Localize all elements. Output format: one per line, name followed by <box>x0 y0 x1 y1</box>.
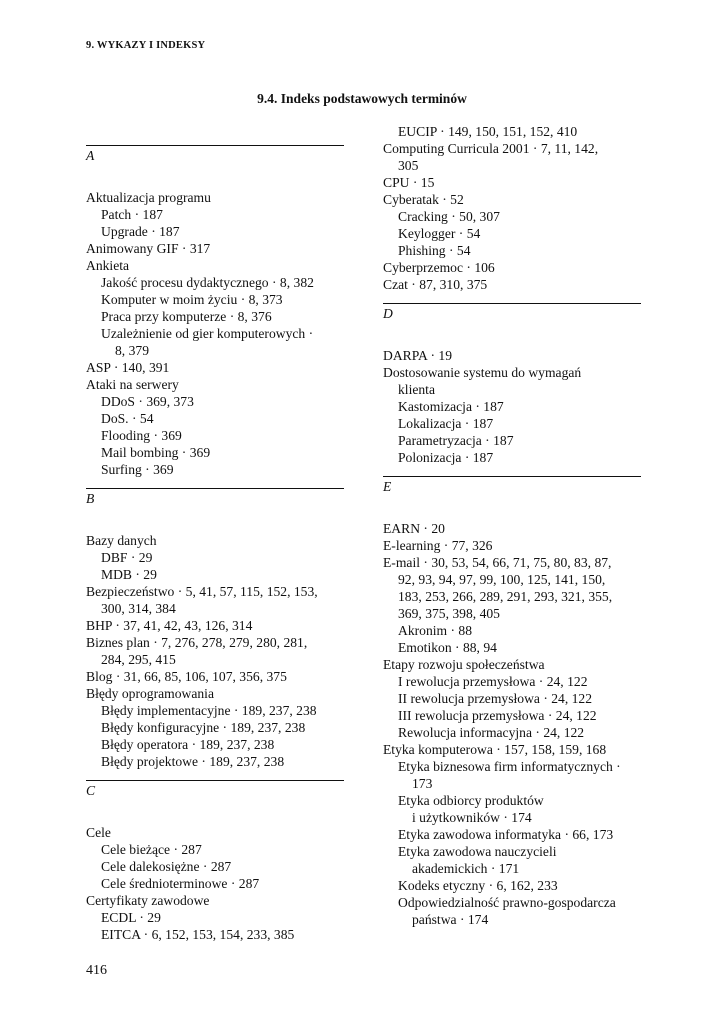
index-entry: Dostosowanie systemu do wymagań <box>383 365 582 380</box>
index-subentry: Parametryzacja · 187 <box>398 433 514 448</box>
index-subentry: Flooding · 369 <box>101 428 182 443</box>
index-entry: Cyberatak · 52 <box>383 192 464 207</box>
index-entry: CPU · 15 <box>383 175 435 190</box>
index-subentry: Emotikon · 88, 94 <box>398 640 497 655</box>
index-subentry: Błędy implementacyjne · 189, 237, 238 <box>101 703 317 718</box>
index-subentry: Kastomizacja · 187 <box>398 399 504 414</box>
index-subentry: Etyka biznesowa firm informatycznych · <box>398 759 621 774</box>
index-subentry: 173 <box>412 776 433 791</box>
running-header: 9. WYKAZY I INDEKSY <box>86 40 206 51</box>
index-subentry: 92, 93, 94, 97, 99, 100, 125, 141, 150, <box>398 572 606 587</box>
index-subentry: akademickich · 171 <box>412 861 520 876</box>
section-title: 9.4. Indeks podstawowych terminów <box>257 91 467 106</box>
index-entry: Computing Curricula 2001 · 7, 11, 142, <box>383 141 599 156</box>
index-subentry: Cracking · 50, 307 <box>398 209 500 224</box>
index-subentry: Odpowiedzialność prawno-gospodarcza <box>398 895 616 910</box>
index-subentry: EITCA · 6, 152, 153, 154, 233, 385 <box>101 927 295 942</box>
index-subentry: 183, 253, 266, 289, 291, 293, 321, 355, <box>398 589 613 604</box>
section-letter: A <box>86 148 95 163</box>
index-entry: Cele <box>86 825 111 840</box>
index-entry: BHP · 37, 41, 42, 43, 126, 314 <box>86 618 253 633</box>
index-subentry: ECDL · 29 <box>101 910 161 925</box>
index-entry: Cyberprzemoc · 106 <box>383 260 495 275</box>
index-subentry: i użytkowników · 174 <box>412 810 532 825</box>
section-letter: B <box>86 491 95 506</box>
index-subentry: Keylogger · 54 <box>398 226 481 241</box>
index-entry: DARPA · 19 <box>383 348 452 363</box>
section-divider <box>86 488 344 489</box>
index-entry: ASP · 140, 391 <box>86 360 170 375</box>
index-subentry: Etyka zawodowa nauczycieli <box>398 844 557 859</box>
index-subentry: Mail bombing · 369 <box>101 445 211 460</box>
index-subentry: państwa · 174 <box>412 912 489 927</box>
index-subentry: DBF · 29 <box>101 550 153 565</box>
index-subentry: DoS. · 54 <box>101 411 154 426</box>
index-entry: EARN · 20 <box>383 521 445 536</box>
index-entry: Etapy rozwoju społeczeństwa <box>383 657 545 672</box>
index-subentry: Etyka odbiorcy produktów <box>398 793 544 808</box>
section-divider <box>86 780 344 781</box>
index-entry: Bazy danych <box>86 533 157 548</box>
index-subentry: Akronim · 88 <box>398 623 473 638</box>
index-subentry: Cele średnioterminowe · 287 <box>101 876 260 891</box>
index-subentry: 8, 379 <box>115 343 149 358</box>
index-entry: Błędy oprogramowania <box>86 686 214 701</box>
index-subentry: Phishing · 54 <box>398 243 471 258</box>
index-subentry: Błędy konfiguracyjne · 189, 237, 238 <box>101 720 306 735</box>
index-entry: Animowany GIF · 317 <box>86 241 211 256</box>
index-entry: Bezpieczeństwo · 5, 41, 57, 115, 152, 153, <box>86 584 318 599</box>
index-subentry: Lokalizacja · 187 <box>398 416 494 431</box>
index-subentry: 369, 375, 398, 405 <box>398 606 500 621</box>
index-subentry: Komputer w moim życiu · 8, 373 <box>101 292 283 307</box>
index-entry: Etyka komputerowa · 157, 158, 159, 168 <box>383 742 607 757</box>
index-entry: Certyfikaty zawodowe <box>86 893 210 908</box>
page-number: 416 <box>86 963 107 978</box>
index-subentry: Polonizacja · 187 <box>398 450 494 465</box>
section-letter: E <box>383 479 392 494</box>
index-subentry: 300, 314, 384 <box>101 601 176 616</box>
index-subentry: Upgrade · 187 <box>101 224 180 239</box>
index-subentry: Jakość procesu dydaktycznego · 8, 382 <box>101 275 314 290</box>
index-subentry: Uzależnienie od gier komputerowych · <box>101 326 314 341</box>
section-divider <box>86 145 344 146</box>
index-entry: Biznes plan · 7, 276, 278, 279, 280, 281, <box>86 635 308 650</box>
index-entry: E-mail · 30, 53, 54, 66, 71, 75, 80, 83, 87, <box>383 555 612 570</box>
index-subentry: Cele bieżące · 287 <box>101 842 202 857</box>
index-entry: Ankieta <box>86 258 130 273</box>
index-entry: Czat · 87, 310, 375 <box>383 277 488 292</box>
section-letter: D <box>383 306 393 321</box>
index-subentry: Etyka zawodowa informatyka · 66, 173 <box>398 827 614 842</box>
section-letter: C <box>86 783 96 798</box>
index-subentry: II rewolucja przemysłowa · 24, 122 <box>398 691 593 706</box>
index-subentry: III rewolucja przemysłowa · 24, 122 <box>398 708 597 723</box>
index-subentry: 284, 295, 415 <box>101 652 176 667</box>
section-divider <box>383 303 641 304</box>
index-entry: Ataki na serwery <box>86 377 179 392</box>
index-entry: Aktualizacja programu <box>86 190 211 205</box>
index-subentry: klienta <box>398 382 435 397</box>
index-entry: Blog · 31, 66, 85, 106, 107, 356, 375 <box>86 669 287 684</box>
index-subentry: Patch · 187 <box>101 207 163 222</box>
section-divider <box>383 476 641 477</box>
index-subentry: I rewolucja przemysłowa · 24, 122 <box>398 674 588 689</box>
index-subentry: 305 <box>398 158 419 173</box>
index-subentry: Błędy operatora · 189, 237, 238 <box>101 737 275 752</box>
index-subentry: Błędy projektowe · 189, 237, 238 <box>101 754 285 769</box>
index-subentry: Kodeks etyczny · 6, 162, 233 <box>398 878 558 893</box>
index-subentry: Surfing · 369 <box>101 462 174 477</box>
index-subentry: Rewolucja informacyjna · 24, 122 <box>398 725 585 740</box>
index-subentry: Praca przy komputerze · 8, 376 <box>101 309 272 324</box>
index-subentry: EUCIP · 149, 150, 151, 152, 410 <box>398 124 578 139</box>
index-subentry: DDoS · 369, 373 <box>101 394 194 409</box>
index-subentry: Cele dalekosiężne · 287 <box>101 859 232 874</box>
index-entry: E-learning · 77, 326 <box>383 538 493 553</box>
index-subentry: MDB · 29 <box>101 567 157 582</box>
